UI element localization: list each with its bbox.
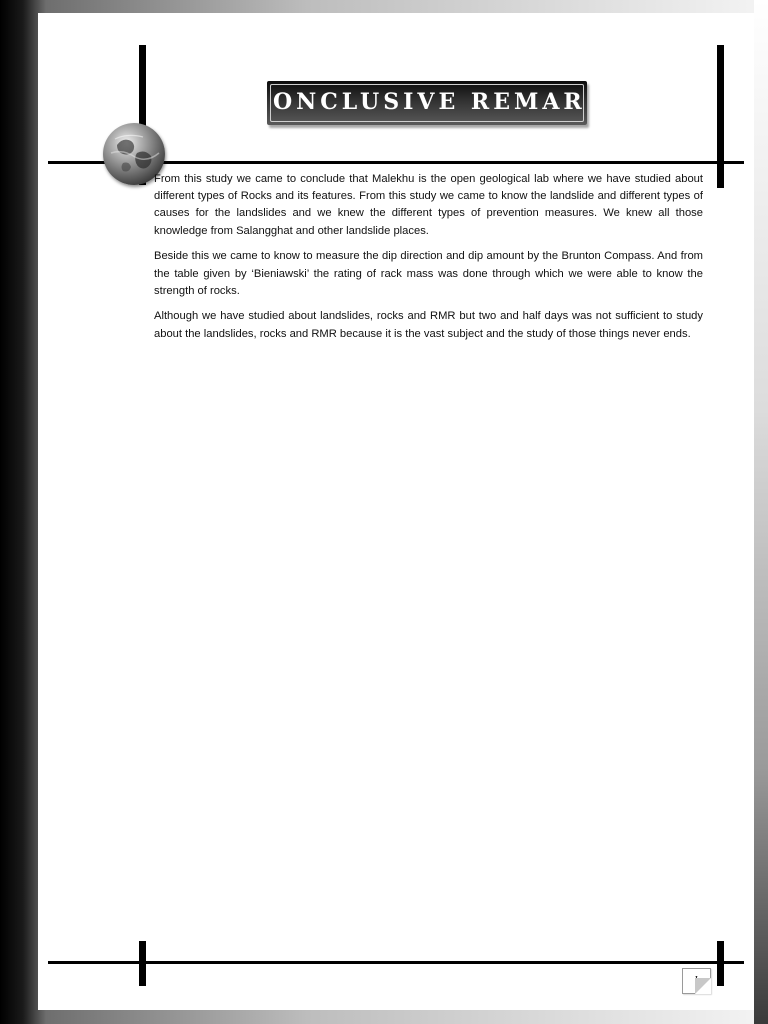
paragraph-2: Beside this we came to know to measure the dip direction and dip amount by the Brunton Compass. And from the table given by ‘Bieniawski’ the rating of rack mass was done through which we were able to know the strength of rocks. (154, 250, 703, 297)
frame-top-right-bar (717, 45, 724, 188)
document-body (154, 171, 703, 351)
paragraph-1: From this study we came to conclude that Malekhu is the open geological lab where we have studied about different types of Rocks and its features. From this study we came to know the landslide and different types of causes for the landslides and we knew the different types of prevention measures. We knew all those knowledge from Salangghat and other landslide places. (154, 173, 703, 237)
paragraph-3: Although we have studied about landslides, rocks and RMR but two and half days was not sufficient to study about the landslides, rocks and RMR because it is the vast subject and the study of those things never ends. (154, 310, 703, 340)
page-edge-shadow (754, 0, 768, 1024)
page-curl-icon (695, 978, 711, 994)
page-number-box (682, 968, 711, 994)
section-title-banner (267, 81, 587, 125)
document-page (38, 13, 754, 1010)
page-number: I (694, 974, 699, 986)
frame-bottom-rule (48, 961, 744, 964)
section-title: ONCLUSIVE REMAR (273, 89, 586, 115)
